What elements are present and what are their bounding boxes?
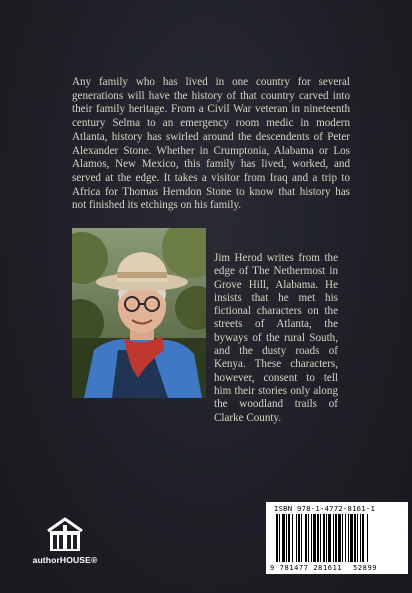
barcode-bar <box>305 514 307 562</box>
barcode-bar <box>326 514 327 562</box>
barcode-bar <box>286 514 287 562</box>
barcode-bar <box>298 514 300 562</box>
barcode-bar <box>350 514 353 562</box>
author-photo <box>72 228 206 398</box>
isbn-label: ISBN 978-1-4772-8161-1 <box>274 504 376 513</box>
author-bio: Jim Herod writes from the edge of The Nethermost in Grove Hill, Alabama. He insists that he met his fictional characters on the streets of Atlanta, the byways of the rural South, and the dusty roads of Kenya. These characters, however, consent to tell him their stories only along the woodland trails of Clarke County. <box>214 252 338 424</box>
barcode-bar <box>338 514 341 562</box>
publisher-logo <box>30 515 100 575</box>
barcode-bar <box>296 514 297 562</box>
barcode-bar <box>276 514 278 562</box>
barcode-bar <box>313 514 316 562</box>
barcode-bar <box>288 514 290 562</box>
barcode-bar <box>279 514 280 562</box>
barcode-bar <box>323 514 325 562</box>
barcode-bar <box>348 514 349 562</box>
barcode-bar <box>357 514 358 562</box>
price-code: 52899 <box>353 564 378 572</box>
barcode-bar <box>342 514 343 562</box>
book-blurb: Any family who has lived in one country for several generations will have the history of that country carved into their family heritage. From a Civil War veteran in nineteenth century Selma to an emergency room medic in modern Atlanta, history has swirled around the descendents of Peter Alexander Stone. Whether in Crumptonia, Alabama or Los Alamos, New Mexico, this family has lived, worked, and served at the edge. It takes a visitor from Iraq and a trip to Africa for Thomas Herndon Stone to know that history has not finished its etchings on his family. <box>72 76 350 212</box>
barcode-bar <box>328 514 331 562</box>
barcode-bar <box>367 514 368 562</box>
barcode-bar <box>335 514 337 562</box>
barcode-bar <box>311 514 312 562</box>
barcode-bar <box>360 514 361 562</box>
author-photo-image <box>72 228 206 398</box>
isbn-digits: 9 781477 281611 52899 <box>270 564 378 572</box>
barcode-bar <box>345 514 346 562</box>
barcode-bar <box>362 514 364 562</box>
publisher-name: authorHOUSE® <box>32 555 98 565</box>
barcode-bar <box>317 514 319 562</box>
barcode-bar <box>333 514 334 562</box>
house-icon <box>30 515 100 555</box>
barcode-bars <box>276 514 398 564</box>
barcode-bar <box>354 514 356 562</box>
barcode-bar <box>282 514 285 562</box>
barcode-bar <box>292 514 293 562</box>
isbn-barcode <box>266 502 408 574</box>
barcode-bar <box>301 514 302 562</box>
barcode-bar <box>308 514 309 562</box>
barcode-bar <box>320 514 321 562</box>
